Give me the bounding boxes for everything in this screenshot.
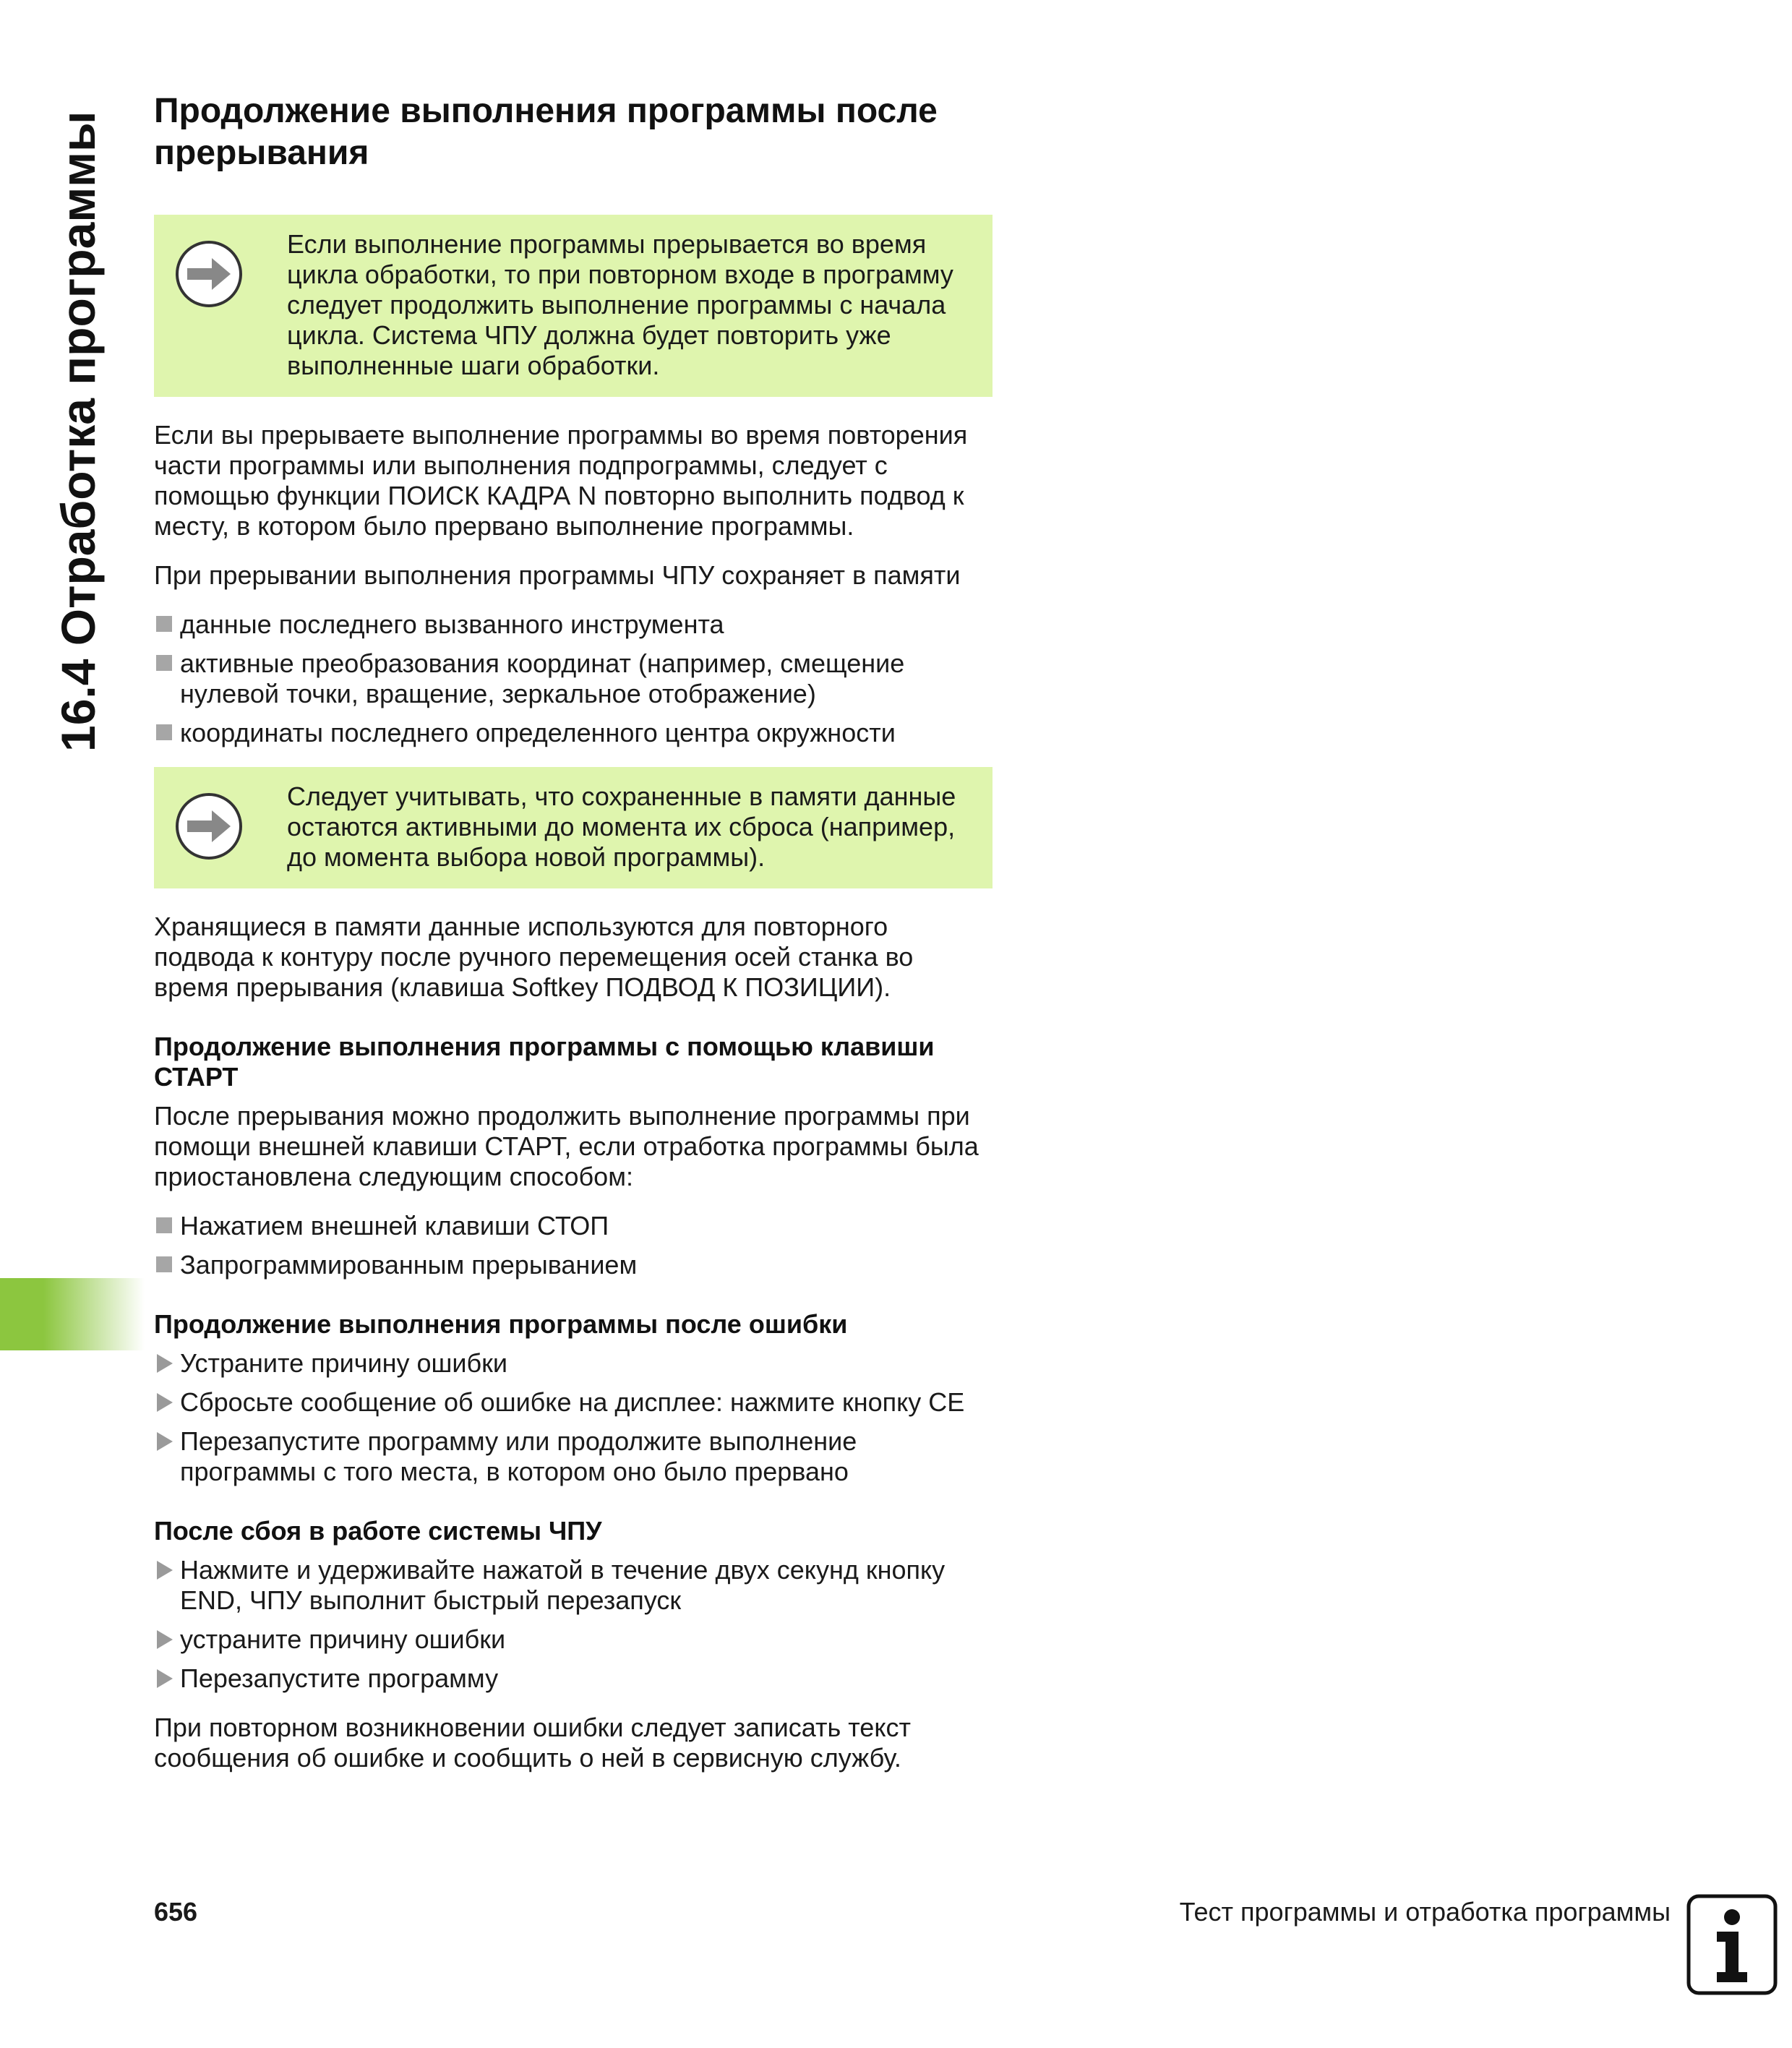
- bullet-list: [154, 609, 993, 748]
- triangle-bullet-icon: [157, 1630, 173, 1649]
- arrow-right-circle-icon: [174, 792, 244, 861]
- triangle-bullet-icon: [157, 1354, 173, 1373]
- note-text: Если выполнение программы прерывается во время цикла обработки, то при повторном входе в программу следует продолжить выполнение программы с начала цикла. Система ЧПУ должна будет повторить уже выполненные шаги обработки.: [287, 229, 953, 380]
- paragraph: После прерывания можно продолжить выполнение программы при помощи внешней клавиши СТАРТ, если отработка программы была приостановлена следующим способом:: [154, 1101, 979, 1191]
- subheading: После сбоя в работе системы ЧПУ: [154, 1516, 602, 1546]
- list-item: активные преобразования координат (например, смещение нулевой точки, вращение, зеркальное отображение): [154, 648, 993, 709]
- list-item: Нажатием внешней клавиши СТОП: [154, 1211, 993, 1241]
- paragraph: Хранящиеся в памяти данные используются для повторного подвода к контуру после ручного перемещения осей станка во время прерывания (клавиша Softkey ПОДВОД К ПОЗИЦИИ).: [154, 912, 914, 1002]
- triangle-bullet-icon: [157, 1432, 173, 1451]
- list-item: Запрограммированным прерыванием: [154, 1250, 993, 1280]
- step-list: [154, 1348, 993, 1487]
- paragraph: При прерывании выполнения программы ЧПУ сохраняет в памяти: [154, 560, 961, 590]
- paragraph: При повторном возникновении ошибки следует записать текст сообщения об ошибке и сообщить о ней в сервисную службу.: [154, 1713, 911, 1773]
- subheading: Продолжение выполнения программы после ошибки: [154, 1309, 848, 1339]
- note-box: [154, 767, 993, 888]
- bullet-list: [154, 1211, 993, 1280]
- list-item: координаты последнего определенного центра окружности: [154, 718, 993, 748]
- arrow-right-circle-icon: [174, 239, 244, 309]
- paragraph: Если вы прерываете выполнение программы во время повторения части программы или выполнения подпрограммы, следует с помощью функции ПОИСК КАДРА N повторно выполнить подвод к месту, в котором было прервано выполнение программы.: [154, 420, 968, 541]
- chapter-side-title: 16.4 Отработка программы: [51, 111, 105, 752]
- section-heading: Продолжение выполнения программы после прерывания: [154, 92, 938, 172]
- step-item: Сбросьте сообщение об ошибке на дисплее: нажмите кнопку CE: [154, 1387, 993, 1418]
- triangle-bullet-icon: [157, 1669, 173, 1688]
- step-list: [154, 1555, 993, 1694]
- triangle-bullet-icon: [157, 1393, 173, 1412]
- square-bullet-icon: [156, 616, 172, 632]
- step-item: Перезапустите программу: [154, 1663, 993, 1694]
- square-bullet-icon: [156, 724, 172, 740]
- square-bullet-icon: [156, 1256, 172, 1272]
- step-item: устраните причину ошибки: [154, 1624, 993, 1655]
- page-number: 656: [154, 1897, 198, 1927]
- page-content: [154, 90, 993, 1792]
- step-item: Перезапустите программу или продолжите выполнение программы с того места, в котором оно было прервано: [154, 1426, 993, 1487]
- step-item: Устраните причину ошибки: [154, 1348, 993, 1379]
- square-bullet-icon: [156, 655, 172, 671]
- info-icon: [1686, 1894, 1778, 1995]
- subheading: Продолжение выполнения программы с помощью клавиши СТАРТ: [154, 1032, 935, 1092]
- square-bullet-icon: [156, 1217, 172, 1233]
- note-box: [154, 215, 993, 397]
- triangle-bullet-icon: [157, 1561, 173, 1580]
- list-item: данные последнего вызванного инструмента: [154, 609, 993, 640]
- footer-chapter-title: Тест программы и отработка программы: [1179, 1897, 1671, 1927]
- note-text: Следует учитывать, что сохраненные в памяти данные остаются активными до момента их сброса (например, до момента выбора новой программы).: [287, 781, 956, 872]
- step-item: Нажмите и удерживайте нажатой в течение двух секунд кнопку END, ЧПУ выполнит быстрый перезапуск: [154, 1555, 993, 1616]
- chapter-tab-marker: [0, 1278, 145, 1350]
